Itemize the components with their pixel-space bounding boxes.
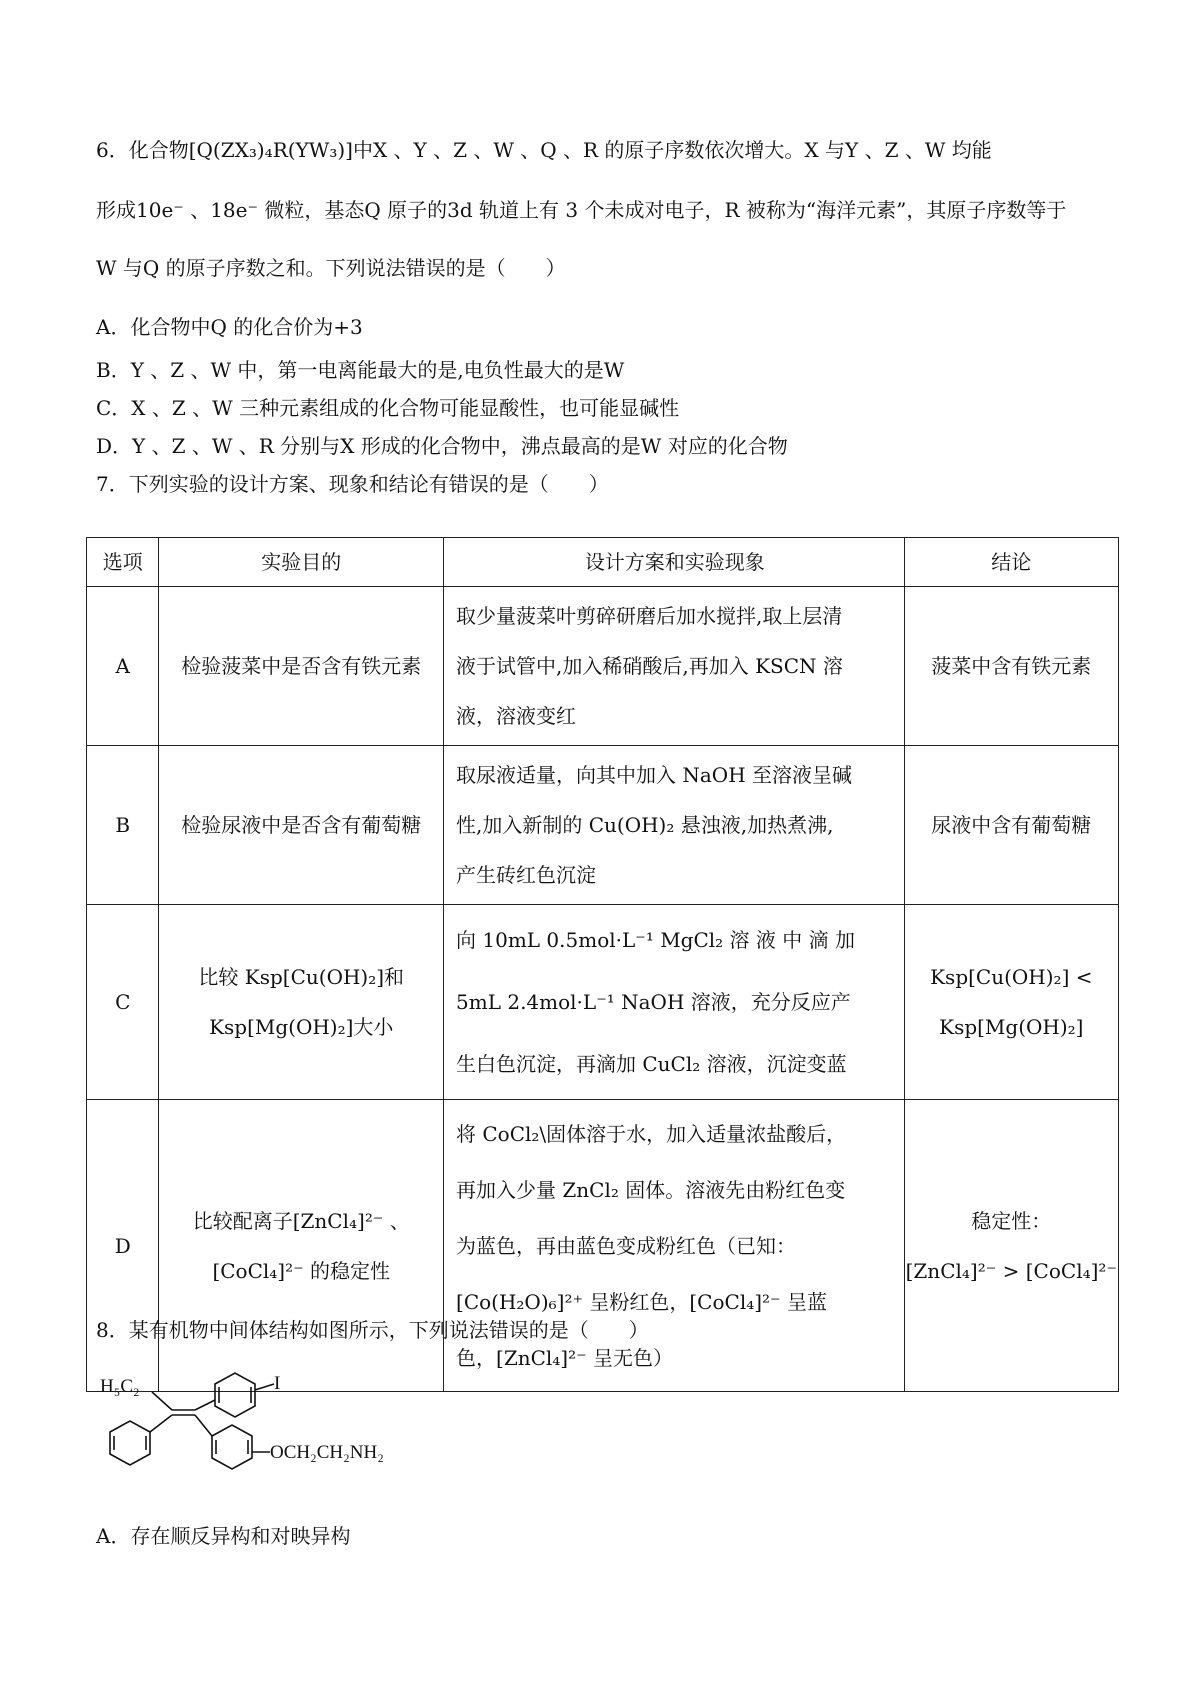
q8-stem: 8．某有机物中间体结构如图所示，下列说法错误的是（ ）: [96, 1318, 649, 1342]
plan-line: 向 10mL 0.5mol·L⁻¹ MgCl₂ 溶 液 中 滴 加: [456, 928, 855, 952]
q6-option-d: D．Y 、Z 、W 、R 分别与X 形成的化合物中，沸点最高的是W 对应的化合物: [96, 434, 788, 458]
aim-line: [CoCl₄]²⁻ 的稳定性: [212, 1258, 391, 1283]
header-option: 选项: [87, 538, 159, 587]
iodo-label: I: [274, 1373, 281, 1394]
row-b-aim: [159, 746, 444, 905]
row-c-aim: [159, 905, 444, 1100]
table-row: [87, 1100, 1119, 1392]
plan-line: 为蓝色，再由蓝色变成粉红色（已知：: [456, 1233, 797, 1258]
plan-line: 将 CoCl₂\固体溶于水，加入适量浓盐酸后，: [456, 1121, 847, 1146]
row-b-option: B: [87, 746, 159, 905]
row-a-option: A: [87, 587, 159, 746]
q7-stem: 7．下列实验的设计方案、现象和结论有错误的是（ ）: [96, 472, 609, 496]
aim-line: 比较 Ksp[Cu(OH)₂]和: [198, 965, 405, 989]
table-row: [87, 587, 1119, 746]
row-d-plan: [444, 1100, 905, 1392]
row-b-plan: [444, 746, 905, 905]
row-d-aim: [159, 1100, 444, 1392]
conclusion-line: 尿液中含有葡萄糖: [931, 813, 1092, 837]
q6-option-a: A．化合物中Q 的化合价为+3: [96, 315, 363, 339]
plan-line: 产生砖红色沉淀: [456, 863, 597, 887]
table-row: [87, 905, 1119, 1100]
q6-option-c: C．X 、Z 、W 三种元素组成的化合物可能显酸性，也可能显碱性: [96, 396, 680, 420]
aim-line: 检验尿液中是否含有葡萄糖: [181, 813, 422, 837]
q6-stem-line-1: 6．化合物[Q(ZX₃)₄R(YW₃)]中X 、Y 、Z 、W 、Q 、R 的原子序数依次增大。X 与Y 、Z 、W 均能: [96, 138, 992, 162]
plan-line: 5mL 2.4mol·L⁻¹ NaOH 溶液，充分反应产: [456, 990, 851, 1014]
row-b-conclusion: [904, 746, 1118, 905]
q6-option-b: B．Y 、Z 、W 中，第一电离能最大的是,电负性最大的是W: [96, 358, 625, 382]
row-d-conclusion: [904, 1100, 1118, 1392]
table-row: [87, 746, 1119, 905]
table-header-row: [87, 538, 1119, 587]
plan-line: 性,加入新制的 Cu(OH)₂ 悬浊液,加热煮沸,: [456, 813, 834, 837]
plan-line: 再加入少量 ZnCl₂ 固体。溶液先由粉红色变: [456, 1177, 846, 1202]
plan-line: 液于试管中,加入稀硝酸后,再加入 KSCN 溶: [456, 654, 843, 678]
plan-line: 液，溶液变红: [456, 704, 577, 728]
conclusion-line: 菠菜中含有铁元素: [931, 654, 1092, 678]
side-chain-label: OCH₂CH₂NH₂: [270, 1442, 384, 1463]
plan-line: [Co(H₂O)₆]²⁺ 呈粉红色，[CoCl₄]²⁻ 呈蓝: [456, 1289, 827, 1314]
plan-line: 生白色沉淀，再滴加 CuCl₂ 溶液，沉淀变蓝: [456, 1052, 847, 1076]
q8-option-a: A．存在顺反异构和对映异构: [96, 1524, 351, 1548]
q6-stem-line-3: W 与Q 的原子序数之和。下列说法错误的是（ ）: [96, 256, 566, 280]
row-a-conclusion: [904, 587, 1118, 746]
organic-structure-diagram: [100, 1370, 440, 1500]
row-d-option: D: [87, 1100, 159, 1392]
aim-line: 检验菠菜中是否含有铁元素: [181, 654, 422, 678]
q7-experiment-table: [86, 537, 1119, 1392]
q6-stem-line-2: 形成10e⁻ 、18e⁻ 微粒，基态Q 原子的3d 轨道上有 3 个未成对电子，R 被称为“海洋元素”，其原子序数等于: [96, 198, 1067, 222]
header-conclusion: 结论: [904, 538, 1118, 587]
row-a-plan: [444, 587, 905, 746]
conclusion-line: 稳定性：: [971, 1208, 1052, 1233]
plan-line: 色，[ZnCl₄]²⁻ 呈无色）: [456, 1345, 674, 1370]
conclusion-line: Ksp[Cu(OH)₂] <: [930, 965, 1093, 989]
plan-line: 取少量菠菜叶剪碎研磨后加水搅拌,取上层清: [456, 604, 843, 628]
aim-line: 比较配离子[ZnCl₄]²⁻ 、: [192, 1208, 410, 1233]
row-c-conclusion: [904, 905, 1118, 1100]
header-plan: 设计方案和实验现象: [444, 538, 905, 587]
plan-line: 取尿液适量，向其中加入 NaOH 至溶液呈碱: [456, 763, 852, 787]
conclusion-line: Ksp[Mg(OH)₂]: [939, 1015, 1084, 1039]
row-c-option: C: [87, 905, 159, 1100]
aim-line: Ksp[Mg(OH)₂]大小: [209, 1015, 394, 1039]
header-aim: 实验目的: [159, 538, 444, 587]
row-a-aim: [159, 587, 444, 746]
conclusion-line: [ZnCl₄]²⁻ > [CoCl₄]²⁻: [905, 1258, 1117, 1283]
ethyl-label: H₅C₂: [100, 1376, 140, 1397]
row-c-plan: [444, 905, 905, 1100]
